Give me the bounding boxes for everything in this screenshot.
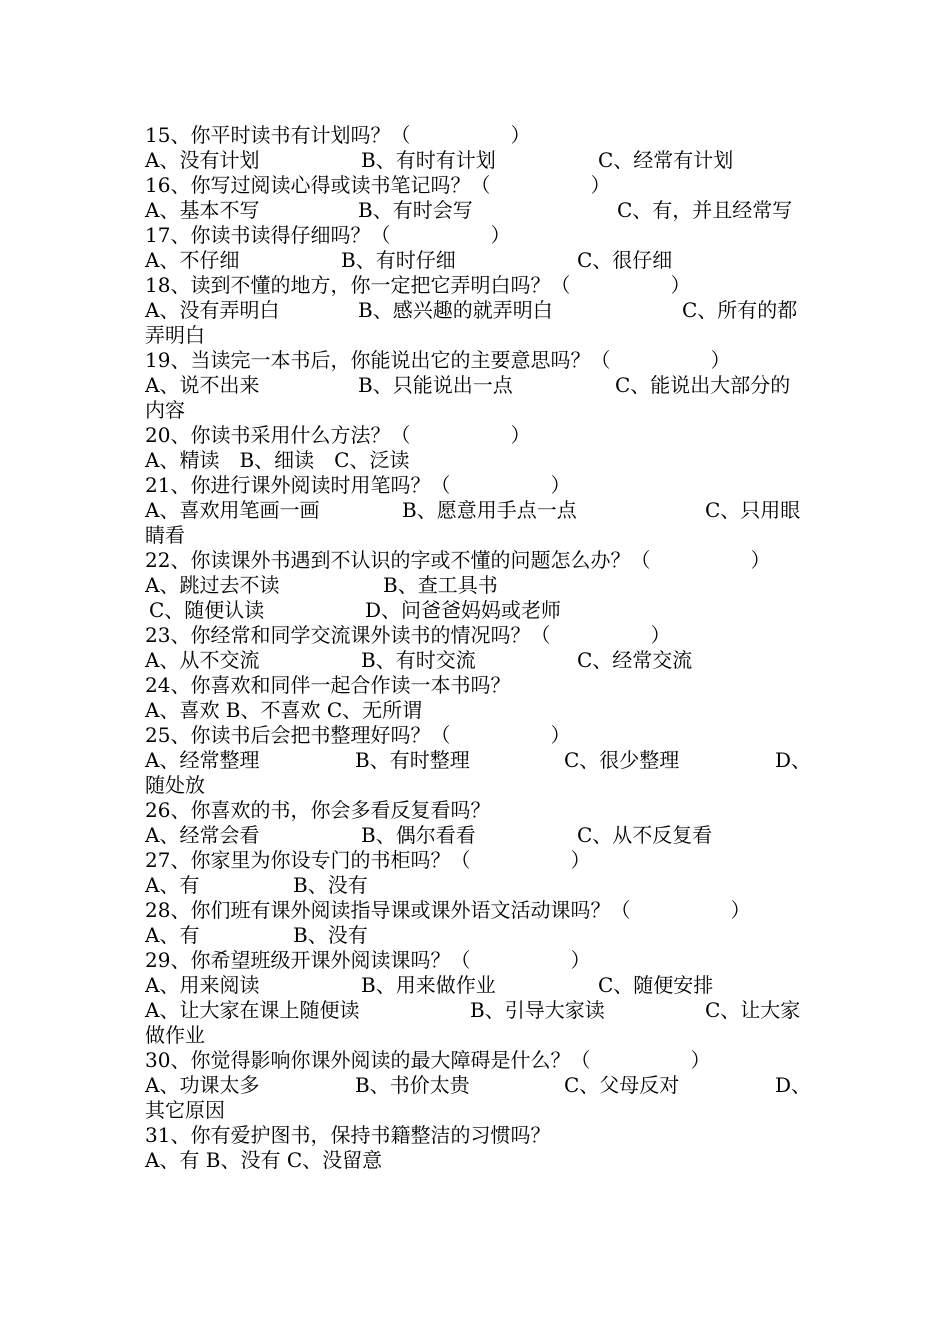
option-b: B、愿意用手点一点 [402,498,577,522]
option-d: D、问爸爸妈妈或老师 [365,598,562,622]
option-b: B、有时有计划 [361,148,496,172]
options-31: A、有 B、没有 C、没留意 [145,1148,383,1172]
question-23: 23、你经常和同学交流课外读书的情况吗？（ ） [145,623,671,647]
question-30: 30、你觉得影响你课外阅读的最大障碍是什么？（ ） [145,1048,711,1072]
question-26: 26、你喜欢的书，你会多看反复看吗？ [145,798,491,822]
option-c: C、很少整理 [564,748,680,772]
option-b: B、有时交流 [361,648,476,672]
option-a: A、没有弄明白 [145,298,280,322]
question-31: 31、你有爱护图书，保持书籍整洁的习惯吗？ [145,1123,551,1147]
option-c: C、所有的都 [682,298,798,322]
option-b: B、用来做作业 [361,973,496,997]
option-a: A、用来阅读 [145,973,260,997]
question-24: 24、你喜欢和同伴一起合作读一本书吗？ [145,673,511,697]
question-27: 27、你家里为你设专门的书柜吗？（ ） [145,848,591,872]
question-15: 15、你平时读书有计划吗？（ ） [145,123,531,147]
option-continuation-29: 做作业 [145,1023,205,1047]
option-c: C、经常交流 [577,648,693,672]
question-28: 28、你们班有课外阅读指导课或课外语文活动课吗？（ ） [145,898,751,922]
option-b: B、没有 [293,923,368,947]
option-d: D、 [775,748,812,772]
option-a: A、有 [145,923,200,947]
option-d: D、 [775,1073,812,1097]
option-b: B、没有 [293,873,368,897]
option-a: A、说不出来 [145,373,260,397]
option-c: C、能说出大部分的 [615,373,791,397]
option-continuation-25: 随处放 [145,773,205,797]
question-25: 25、你读书后会把书整理好吗？（ ） [145,723,571,747]
question-21: 21、你进行课外阅读时用笔吗？（ ） [145,473,571,497]
option-c: C、只用眼 [705,498,801,522]
option-b2: B、引导大家读 [470,998,605,1022]
option-b: B、感兴趣的就弄明白 [358,298,553,322]
options-20: A、精读 B、细读 C、泛读 [145,448,410,472]
question-16: 16、你写过阅读心得或读书笔记吗？（ ） [145,173,611,197]
option-a2: A、让大家在课上随便读 [145,998,360,1022]
option-continuation-18: 弄明白 [145,323,205,347]
question-17: 17、你读书读得仔细吗？（ ） [145,223,511,247]
options-24: A、喜欢 B、不喜欢 C、无所谓 [145,698,423,722]
option-a: A、经常整理 [145,748,260,772]
question-19: 19、当读完一本书后，你能说出它的主要意思吗？（ ） [145,348,731,372]
option-a: A、喜欢用笔画一画 [145,498,320,522]
option-c: C、从不反复看 [577,823,713,847]
option-a: A、有 [145,873,200,897]
option-continuation-30: 其它原因 [145,1098,225,1122]
option-continuation-19: 内容 [145,398,185,422]
option-c: C、父母反对 [564,1073,680,1097]
option-continuation-21: 睛看 [145,523,185,547]
question-20: 20、你读书采用什么方法？（ ） [145,423,531,447]
option-a: A、从不交流 [145,648,260,672]
option-b: B、有时整理 [355,748,470,772]
option-b: B、有时仔细 [341,248,456,272]
option-b: B、查工具书 [383,573,498,597]
option-c2: C、让大家 [705,998,801,1022]
option-c: C、有，并且经常写 [617,198,793,222]
option-b: B、只能说出一点 [358,373,513,397]
option-a: A、基本不写 [145,198,260,222]
option-c: C、随便认读 [149,598,265,622]
option-a: A、经常会看 [145,823,260,847]
option-c: C、经常有计划 [598,148,734,172]
option-a: A、不仔细 [145,248,240,272]
option-a: A、跳过去不读 [145,573,280,597]
option-a: A、功课太多 [145,1073,260,1097]
option-a: A、没有计划 [145,148,260,172]
question-29: 29、你希望班级开课外阅读课吗？（ ） [145,948,591,972]
option-b: B、有时会写 [358,198,473,222]
option-c: C、随便安排 [598,973,714,997]
question-18: 18、读到不懂的地方，你一定把它弄明白吗？（ ） [145,273,691,297]
option-c: C、很仔细 [577,248,673,272]
option-b: B、书价太贵 [355,1073,470,1097]
question-22: 22、你读课外书遇到不认识的字或不懂的问题怎么办？（ ） [145,548,771,572]
option-b: B、偶尔看看 [361,823,476,847]
